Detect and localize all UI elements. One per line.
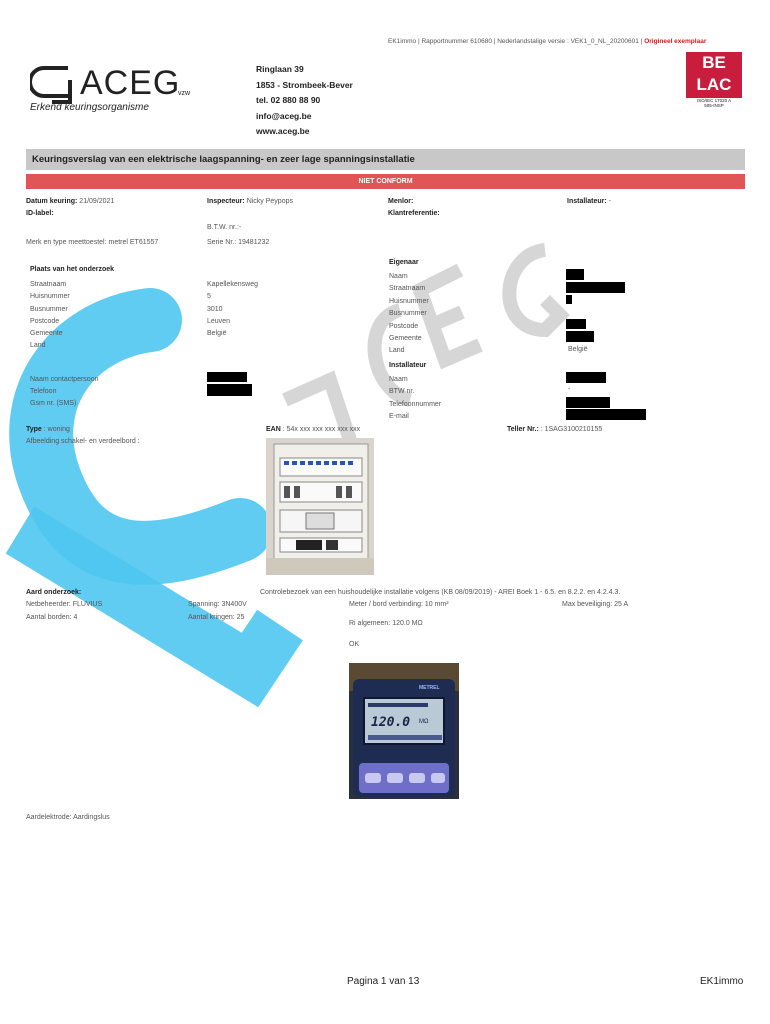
ean-field [266, 426, 360, 433]
installateur-label-naam: Naam [389, 376, 408, 383]
inspecteur [207, 198, 293, 205]
redacted-installer-phone [566, 397, 610, 408]
address-tel: tel. 02 880 88 90 [256, 95, 321, 105]
plaats-title: Plaats van het onderzoek [30, 266, 115, 273]
eigenaar-labels [389, 271, 429, 358]
aceg-logo [30, 62, 200, 114]
redacted-installer-name [566, 372, 606, 383]
plaats-label-bus: Busnummer [30, 305, 68, 313]
meter-key-f4 [431, 773, 445, 783]
belac-line1: BE [702, 53, 726, 72]
eigenaar-label-naam: Naam [389, 273, 408, 280]
installateur-title: Installateur [389, 362, 427, 369]
plaats-value-huisnr: 5 [207, 293, 211, 301]
plaats-label-postcode: Postcode [30, 317, 60, 325]
eigenaar-title: Eigenaar [389, 259, 419, 266]
plaats-labels [30, 279, 70, 353]
meter-reading: 120.0 [371, 715, 411, 730]
plaats-label-land: Land [30, 342, 46, 350]
plaats-value-straat: Kapellekensweg [207, 281, 258, 288]
eigenaar-label-bus: Busnummer [389, 310, 427, 318]
inspecteur-value: Nicky Peypops [246, 198, 293, 205]
original-label: Origineel exemplaar [644, 38, 707, 45]
page-number: Pagina 1 van 13 [347, 976, 420, 987]
meter-brand: METREL [419, 685, 440, 691]
plaats-label-huisnr: Huisnummer [30, 293, 70, 301]
plaats-value-postcode: 3010 [207, 305, 223, 313]
belac-line2: LAC [696, 75, 732, 94]
meter-screen-header [368, 703, 428, 707]
meter-key-f1 [365, 773, 381, 783]
meter-unit: MΩ [419, 719, 429, 725]
eigenaar-label-postcode: Postcode [389, 322, 419, 330]
redacted-owner-name [566, 269, 584, 280]
report-title: Keuringsverslag van een elektrische laagspanning- en zeer lage spanningsinstallatie [26, 149, 745, 170]
type-label: Type [26, 426, 42, 433]
ok-status: OK [349, 641, 360, 648]
belac-mark [686, 52, 742, 98]
spanning: Spanning: 3N400V [188, 601, 247, 608]
aantal-kringen: Aantal kringen: 25 [188, 614, 245, 621]
address-email: info@aceg.be [256, 110, 312, 121]
teller-label: Teller Nr.: [507, 426, 539, 433]
redacted-owner-number [566, 295, 572, 304]
installateur-label: Installateur: [567, 198, 607, 205]
meter-keypad [359, 763, 449, 793]
klant-label: Klantreferentie: [388, 210, 440, 217]
netbeheerder: Netbeheerder: FLUVIUS [26, 601, 103, 608]
contact-labels [30, 374, 98, 410]
onderzoek-description: Controlebezoek van een huishoudelijke installatie volgens (KB 08/09/2019) - AREI Boek 1 - 6.5. en 8.2.2. en 4.2.4.3. [260, 589, 621, 596]
eigenaar-label-straat: Straatnaam [389, 285, 426, 293]
belac-caption-2: 505-INSP [704, 103, 724, 108]
meter-key-f2 [387, 773, 403, 783]
redacted-installer-email [566, 409, 646, 420]
meter-screen-footer [368, 735, 442, 740]
meter-device: Merk en type meettoestel: metrel ET61557 [26, 239, 159, 246]
distribution-board-illustration [266, 438, 374, 575]
report-meta [388, 38, 706, 45]
eigenaar-label-gemeente: Gemeente [389, 335, 422, 343]
belac-caption [686, 98, 742, 108]
belac-caption-1: ISO/IEC 17020 A [696, 98, 732, 103]
type-field [26, 426, 70, 433]
installateur-value-btw: - [568, 386, 571, 393]
belac-logo [686, 52, 742, 110]
datum-label: Datum keuring: [26, 198, 78, 205]
ean-label: EAN [266, 426, 281, 433]
teller-field [507, 426, 602, 433]
contact-label-naam: Naam contactpersoon [30, 376, 99, 383]
logo-tagline: Erkend keuringsorganisme [30, 102, 149, 113]
status-badge: NIET CONFORM [26, 174, 745, 189]
address-street: Ringlaan 39 [256, 64, 304, 74]
contact-label-telefoon: Telefoon [30, 388, 57, 395]
plaats-label-gemeente: Gemeente [30, 330, 63, 338]
redacted-owner-postcode [566, 319, 586, 329]
teller-value: : 1SAG3100210155 [540, 426, 603, 433]
plaats-value-gemeente: Leuven [207, 317, 230, 325]
eigenaar-label-land: Land [389, 347, 405, 355]
plaats-label-straat: Straatnaam [30, 281, 67, 288]
footer-code: EK1immo [700, 976, 744, 987]
installateur-header [567, 198, 611, 205]
type-value: : woning [43, 426, 70, 433]
aantal-borden: Aantal borden: 4 [26, 614, 78, 621]
meter-bord-verbinding: Meter / bord verbinding: 10 mm² [349, 601, 449, 608]
id-label: ID-label: [26, 210, 54, 217]
eigenaar-value-land: België [568, 346, 588, 353]
ean-value: : 54x xxx xxx xxx xxx xxx [282, 426, 361, 433]
meter-key-f3 [409, 773, 425, 783]
installateur-value: - [608, 198, 611, 205]
installateur-labels [389, 374, 441, 423]
inspecteur-label: Inspecteur: [207, 198, 245, 205]
address-web: www.aceg.be [256, 126, 310, 136]
plaats-value-land: België [207, 330, 227, 338]
afbeelding-label: Afbeelding schakel- en verdeelbord : [26, 438, 140, 445]
logo-text: ACEG [80, 64, 181, 102]
logo-suffix: vzw [178, 90, 191, 97]
datum-value: 21/09/2021 [79, 198, 115, 205]
installateur-label-btw: BTW nr. [389, 388, 415, 396]
serial-number: Serie Nr.: 19481232 [207, 239, 270, 246]
meter-screen [363, 697, 445, 745]
installateur-label-email: E-mail [389, 412, 409, 420]
btw-number: B.T.W. nr.:- [207, 224, 242, 231]
datum-keuring [26, 198, 114, 205]
max-beveiliging: Max beveiliging: 25 A [562, 601, 629, 608]
insulation-meter-photo [349, 663, 459, 799]
redacted-contact-name [207, 372, 247, 382]
distribution-board-photo [266, 438, 374, 575]
contact-label-gsm: Gsm nr. (SMS) [30, 400, 77, 407]
eigenaar-label-huisnr: Huisnummer [389, 297, 429, 305]
redacted-owner-street [566, 282, 625, 293]
aardelektrode: Aardelektrode: Aardingslus [26, 814, 110, 821]
redacted-owner-city [566, 331, 594, 342]
plaats-values [207, 279, 258, 340]
address-city: 1853 - Strombeek-Bever [256, 79, 353, 90]
installateur-label-tel: Telefoonnummer [389, 400, 442, 408]
redacted-contact-phone [207, 384, 252, 396]
onderzoek-title: Aard onderzoek: [26, 589, 82, 596]
ri-algemeen: Ri algemeen: 120.0 MΩ [349, 620, 423, 627]
report-meta-text: EK1immo | Rapportnummer 610680 | Nederlandstalige versie : VEK1_0_NL_20200601 | [388, 38, 643, 45]
address-block [256, 62, 353, 140]
menlor-label: Menlor: [388, 198, 414, 205]
